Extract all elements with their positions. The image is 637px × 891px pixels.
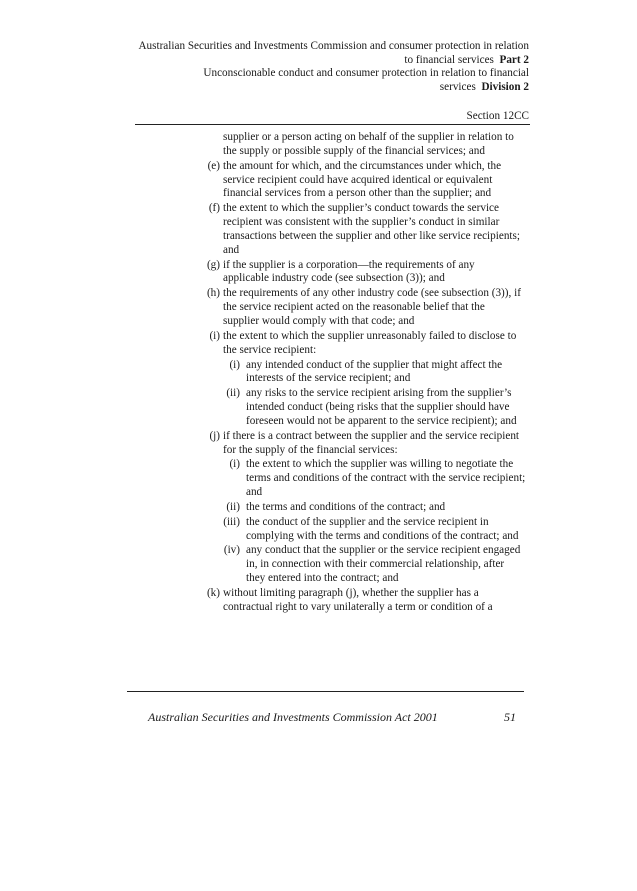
header-divider: [135, 124, 530, 125]
paragraph-continuation: [0, 131, 637, 159]
subparagraph-j-ii: [0, 501, 637, 515]
paragraph-number: (i): [209, 329, 220, 342]
page-number: 51: [504, 710, 516, 724]
paragraph-text: if there is a contract between the supplier and the service recipient for the supply of the financial services:: [223, 429, 520, 456]
header-line-2-text: to financial services: [404, 53, 494, 66]
header-line-4-text: services: [439, 80, 476, 93]
header-line-1: Australian Securities and Investments Commission and consumer protection in relation: [138, 40, 529, 52]
paragraph-text: without limiting paragraph (j), whether the supplier has a contractual right to vary unilaterally a term or condition of a: [223, 587, 493, 613]
paragraph-text: the extent to which the supplier’s conduct towards the service recipient was consistent with the supplier’s conduct in similar transactions between the supplier and other like service recipients; and: [223, 202, 520, 256]
paragraph-i: [0, 330, 637, 358]
header-part-label: Part 2: [499, 53, 529, 66]
paragraph-f: [0, 202, 637, 257]
paragraph-number: (h): [206, 287, 220, 300]
subparagraph-text: any conduct that the supplier or the service recipient engaged in, in connection with their commercial relationship, after they entered into the contract; and: [246, 544, 521, 585]
subparagraph-number: (i): [229, 358, 240, 371]
paragraph-number: (f): [208, 202, 220, 215]
subparagraph-j-iii: [0, 516, 637, 544]
paragraph-number: (g): [206, 258, 220, 271]
footer-divider: [127, 691, 524, 692]
paragraph-number: (j): [209, 429, 220, 442]
paragraph-text: supplier or a person acting on behalf of the supplier in relation to the supply or possible supply of the financial services; and: [223, 131, 514, 157]
paragraph-g: [0, 259, 637, 287]
subparagraph-j-i: [0, 458, 637, 500]
subparagraph-text: the conduct of the supplier and the service recipient in complying with the terms and conditions of the contract; and: [246, 515, 519, 542]
subparagraph-text: any intended conduct of the supplier that might affect the interests of the service recipient; and: [246, 358, 503, 385]
paragraph-number: (k): [206, 587, 220, 599]
subparagraph-number: (i): [229, 458, 240, 471]
subparagraph-text: the extent to which the supplier was willing to negotiate the terms and conditions of the contract with the service recipient; and: [246, 458, 526, 499]
paragraph-text: the requirements of any other industry code (see subsection (3)), if the service recipient acted on the reasonable belief that the supplier would comply with that code; and: [223, 287, 521, 327]
subparagraph-i-ii: [0, 387, 637, 429]
header-line-4: [109, 81, 529, 95]
section-label: Section 12CC: [466, 110, 529, 122]
paragraph-text: the extent to which the supplier unreasonably failed to disclose to the service recipient:: [223, 329, 517, 356]
paragraph-h: [0, 287, 637, 329]
paragraph-j: [0, 430, 637, 458]
page-body: [0, 131, 637, 616]
paragraph-k: [0, 587, 637, 615]
paragraph-e: [0, 160, 637, 202]
running-header: [109, 40, 529, 94]
subparagraph-j-iv: [0, 544, 637, 586]
subparagraph-i-i: [0, 359, 637, 387]
subparagraph-number: (ii): [226, 500, 240, 513]
subparagraph-number: (iv): [223, 544, 240, 557]
paragraph-text: the amount for which, and the circumstances under which, the service recipient could have acquired identical or equivalent financial services from a person other than the supplier; and: [223, 159, 502, 200]
running-footer: [148, 710, 516, 725]
subparagraph-text: the terms and conditions of the contract; and: [246, 500, 446, 513]
header-division-label: Division 2: [481, 80, 529, 93]
paragraph-text: if the supplier is a corporation—the requirements of any applicable industry code (see subsection (3)); and: [223, 258, 475, 285]
subparagraph-number: (ii): [226, 387, 240, 400]
header-line-3: Unconscionable conduct and consumer protection in relation to financial: [203, 67, 529, 80]
footer-act-title: Australian Securities and Investments Commission Act 2001: [148, 710, 438, 724]
subparagraph-number: (iii): [223, 515, 240, 528]
subparagraph-text: any risks to the service recipient arising from the supplier’s intended conduct (being risks that the supplier should have foreseen would not be apparent to the service recipient); and: [246, 387, 517, 427]
header-line-2: [109, 54, 529, 68]
paragraph-number: (e): [207, 159, 220, 172]
